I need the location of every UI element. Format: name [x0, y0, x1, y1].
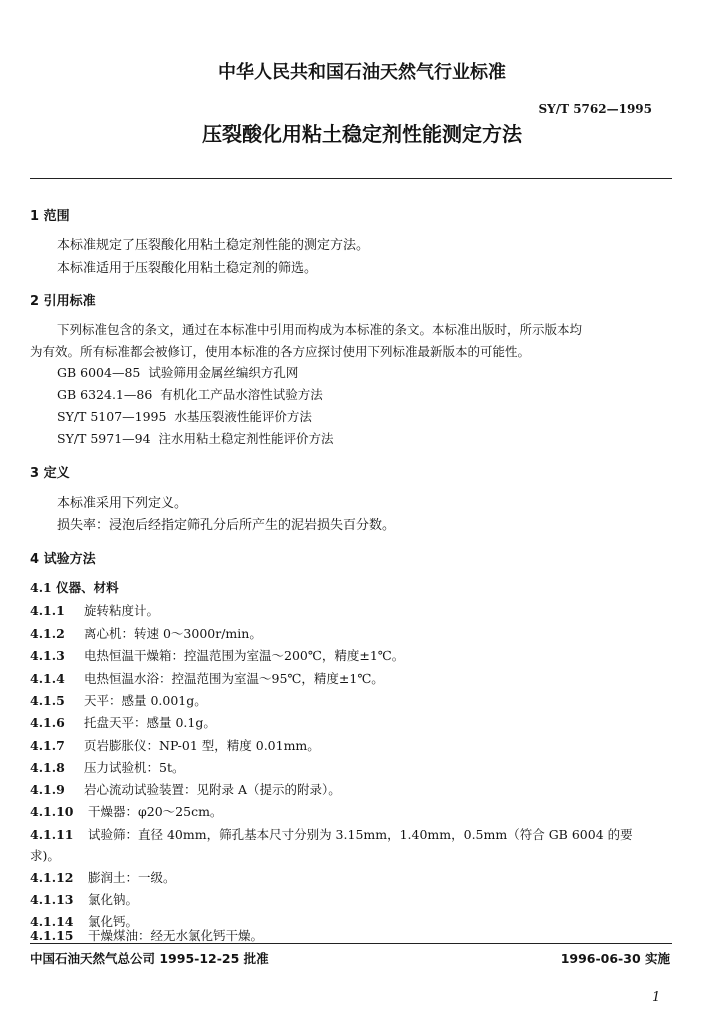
reference-title: 水基压裂液性能评价方法 [174, 409, 312, 424]
item-number: 4.1.5 [30, 693, 65, 708]
section-1-paragraph-2: 本标准适用于压裂酸化用粘土稳定剂的筛选。 [57, 261, 318, 276]
item-text: 压力试验机：5t。 [84, 760, 185, 775]
item-text: 托盘天平：感量 0.1g。 [84, 715, 216, 730]
item-number: 4.1.4 [30, 671, 65, 686]
reference-item [57, 363, 298, 381]
section-4-heading: 4 试验方法 [30, 552, 96, 567]
list-item [30, 669, 384, 687]
standard-code: SY/T 5762—1995 [538, 102, 652, 116]
item-text: 干燥器：φ20～25cm。 [88, 804, 223, 819]
section-3-paragraph-1: 本标准采用下列定义。 [57, 496, 188, 511]
reference-title: 有机化工产品水溶性试验方法 [160, 387, 323, 402]
document-title: 压裂酸化用粘土稳定剂性能测定方法 [202, 122, 522, 146]
list-item [30, 691, 207, 709]
section-2-paragraph-line-1: 下列标准包含的条文，通过在本标准中引用而构成为本标准的条文。本标准出版时，所示版本均 [57, 322, 583, 337]
reference-code: SY/T 5971—94 [57, 431, 151, 446]
section-3-definition: 损失率：浸泡后经指定筛孔分后所产生的泥岩损失百分数。 [57, 518, 396, 533]
item-number: 4.1.1 [30, 603, 65, 618]
list-item [30, 926, 263, 944]
item-number: 4.1.10 [30, 804, 74, 819]
list-item [30, 890, 138, 908]
section-1-paragraph-1: 本标准规定了压裂酸化用粘土稳定剂性能的测定方法。 [57, 238, 370, 253]
subsection-4-1-heading: 4.1 仪器、材料 [30, 580, 119, 595]
item-text: 电热恒温干燥箱：控温范围为室温～200℃，精度±1℃。 [84, 648, 405, 663]
list-item [30, 758, 184, 776]
approval-line: 中国石油天然气总公司 1995-12-25 批准 [30, 951, 269, 966]
item-number: 4.1.11 [30, 827, 74, 842]
page-number: 1 [652, 990, 661, 1005]
item-number: 4.1.13 [30, 892, 74, 907]
item-text: 旋转粘度计。 [84, 603, 160, 618]
list-item [30, 868, 176, 886]
item-number: 4.1.2 [30, 626, 65, 641]
item-text: 页岩膨胀仪：NP-01 型，精度 0.01mm。 [84, 738, 320, 753]
item-text: 干燥煤油：经无水氯化钙干燥。 [88, 928, 264, 943]
reference-code: GB 6324.1—86 [57, 387, 153, 402]
item-text: 天平：感量 0.001g。 [84, 693, 207, 708]
reference-code: SY/T 5107—1995 [57, 409, 167, 424]
list-item-continuation: 求)。 [30, 848, 60, 863]
section-3-heading: 3 定义 [30, 466, 70, 481]
item-number: 4.1.12 [30, 870, 74, 885]
reference-code: GB 6004—85 [57, 365, 141, 380]
item-number: 4.1.14 [30, 914, 74, 929]
implementation-date: 1996-06-30 实施 [560, 951, 670, 966]
list-item [30, 601, 159, 619]
reference-title: 注水用粘土稳定剂性能评价方法 [158, 431, 334, 446]
item-text: 氯化钙。 [88, 914, 139, 929]
list-item [30, 713, 216, 731]
reference-item [57, 407, 312, 425]
reference-title: 试验筛用金属丝编织方孔网 [148, 365, 299, 380]
reference-item [57, 429, 334, 447]
list-item [30, 780, 341, 798]
footer-rule [30, 943, 672, 944]
header-rule [30, 178, 672, 179]
item-number: 4.1.9 [30, 782, 65, 797]
reference-item [57, 385, 323, 403]
list-item [30, 825, 633, 843]
item-text: 膨润土：一级。 [88, 870, 176, 885]
item-number: 4.1.7 [30, 738, 65, 753]
industry-standard-title: 中华人民共和国石油天然气行业标准 [218, 62, 506, 83]
section-1-heading: 1 范围 [30, 209, 70, 224]
item-number: 4.1.3 [30, 648, 65, 663]
item-text: 离心机：转速 0～3000r/min。 [84, 626, 262, 641]
item-text: 岩心流动试验装置：见附录 A（提示的附录）。 [84, 782, 341, 797]
item-number: 4.1.8 [30, 760, 65, 775]
list-item [30, 736, 320, 754]
item-text: 氯化钠。 [88, 892, 139, 907]
item-number: 4.1.6 [30, 715, 65, 730]
list-item [30, 624, 262, 642]
item-text: 试验筛：直径 40mm，筛孔基本尺寸分别为 3.15mm，1.40mm，0.5mm（符合 GB 6004 的要 [88, 827, 633, 842]
item-text: 电热恒温水浴：控温范围为室温～95℃，精度±1℃。 [84, 671, 384, 686]
section-2-paragraph-line-2: 为有效。所有标准都会被修订，使用本标准的各方应探讨使用下列标准最新版本的可能性。 [30, 344, 531, 359]
list-item [30, 802, 222, 820]
section-2-heading: 2 引用标准 [30, 294, 96, 309]
list-item [30, 646, 404, 664]
item-number: 4.1.15 [30, 928, 74, 943]
